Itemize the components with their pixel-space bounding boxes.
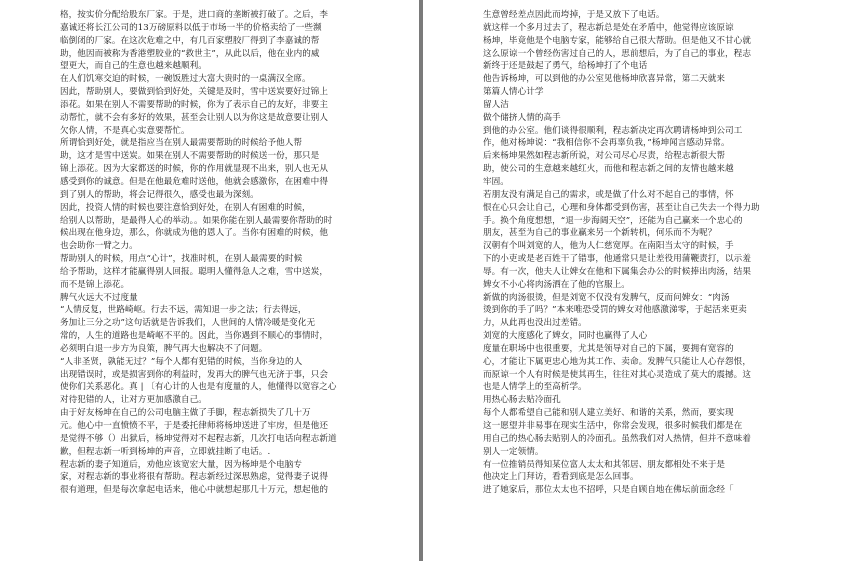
left-page-text [60,9,360,497]
text-line: 手。换个角度想想，“退一步海阔天空”，还能为自己赢来一个忠心的 [483,215,743,226]
text-line: 动帮忙，就不会有多好的效果，甚至会让别人以为你这是故意要让别人 [60,112,328,123]
text-line: 很有道理，但是每次拿起电话来，他心中就想起那几十万元，想起他的 [60,485,328,496]
text-line: 歉，但程志新一听到杨坤的声音，立即就挂断了电话。. [60,446,271,457]
text-line: 添花。如果在别人不需要帮助的时候，你为了表示自己的友好，非要主 [60,99,328,110]
text-line: 用热心肠去贴冷面孔 [483,395,561,406]
text-line: 在人们饥寒交迫的时候，一碗饭胜过大富大贵时的一桌满汉全席。 [60,74,311,85]
text-line: 下的小吏或是老百姓干了错事，他通常只是让差役用蒲鞭责打，以示羞 [483,254,751,265]
text-line: 进了她家后，那位太太也不招呼，只是自顾自地在佛坛前面念经「 [483,485,734,496]
text-line: 而原谅一个人有时候是使其再生，往往对其心灵造成了莫大的震撼。这 [483,369,751,380]
text-line: 烫到你的手了吗？”本来唯恐受罚的婢女对他感激涕零，于起活来更卖 [483,305,747,316]
text-line: 新做的肉汤很烫，但是刘宽不仅没有发脾气，反而问婢女：“肉汤 [483,292,730,303]
text-line: 辱。有一次，他夫人让婢女在他和下属集会办公的时候捧出肉汤，结果 [483,266,751,277]
text-line: 心，才能让下属更忠心地为其工作、卖命。发脾气只能让人心存怨恨， [483,356,751,367]
text-line: 度量在职场中也很重要，尤其是领导对自己的下属，要拥有宽容的 [483,343,734,354]
left-page [0,0,419,561]
text-line: 家，对程志新的事业将很有帮助。程志新经过深思熟虑，觉得妻子说得 [60,472,328,483]
text-line: 婢女不小心将肉汤洒在了他的官服上。 [483,279,630,290]
text-line: 常的，人生的道路也是崎岖不平的。因此，当你遇到不顺心的事情时， [60,331,328,342]
text-line: 欠你人情，不是真心实意要帮忙。 [60,125,190,136]
text-line: 若朋友没有满足自己的需求，或是做了什么对不起自己的事情，怀 [483,189,734,200]
text-line: 格，按实价分配给股东厂家。于是，进口商的垄断被打破了。之后，李 [60,10,328,20]
text-line: 对待犯错的人，让对方更加感激自己。 [60,395,207,406]
text-line: 就这样一个多月过去了，程志新总是处在矛盾中，他觉得应该原谅 [483,22,734,33]
text-line: “人情反复，世路崎岖。行去不远，需知退一步之法；行去得远， [60,305,307,316]
text-line: 用自己的热心肠去贴别人的冷面孔。虽然我们对人热情，但并不意味着 [483,433,751,444]
text-line: 留人洁 [483,99,509,110]
text-line: 程志新的妻子知道后，劝他应该宽宏大量，因为杨坤是个电脑专 [60,459,303,470]
text-line: 每个人都希望自己能和别人建立美好、和谐的关系，然而，要实现 [483,408,734,419]
text-line: 帮助别人的时候，用点“心计”，找准时机，在别人最需要的时候 [60,254,303,265]
text-line: 杨坤，毕竟他是个电脑专家，能够给自己很大帮助。但是他又不甘心就 [483,35,751,46]
text-line: 也是人情学上的至高析学。 [483,382,587,393]
text-line: 后来杨坤果然如程志新所说，对公司尽心尽责，给程志新很大帮 [483,151,726,162]
text-line: 所谓恰到好处，就是指应当在别人最需要帮助的时候给予他人帮 [60,138,303,149]
text-line: 助，他因而被称为香港塑胶业的“救世主”，从此以后，他在业内的威 [60,48,320,59]
text-line: 别人一定领情。 [483,446,544,457]
text-line: 感受到你的诚意。但是在他最危难时送他，他就会感激你，在困难中得 [60,176,328,187]
text-line: 牢固。 [483,176,509,187]
text-line: 望更大，而自己的生意也越来越顺利。 [60,61,207,72]
text-line: 作，他对杨坤说：“我相信你不会再辜负我，”杨坤闻言感动异常。 [483,138,730,149]
text-line: 锦上添花。因为大家都送的时候，你的作用就显现不出来，别人也无从 [60,164,328,175]
text-line: 出现错误时，或是损害到你的利益时，发再大的脾气也无济于事，只会 [60,369,328,380]
text-line: 这一愿望并非易事在现实生活中，你常会发现，很多时候我们都是在 [483,421,743,431]
text-line: 由于好友杨坤在自己的公司电脑主做了手脚，程志新损失了几十万 [60,408,311,419]
text-line: 到他的办公室。他们谈得很顺利，程志新决定再次聘请杨坤到公司工 [483,125,743,136]
text-line: 第篇人情心计学 [483,87,544,98]
text-line: 使你们关系恶化。真 | 〔有心计的人也是有度量的人，他懂得以宽容之心 [60,382,337,393]
text-line: 临倒闭的厂家。在这次危难之中，有几百家塑胶厂得到了李嘉诚的帮 [60,35,320,46]
text-line: 而不是锦上添花。 [60,279,130,290]
text-line: “人非圣贤，孰能无过？”每个人都有犯错的时候，当你身边的人 [60,356,303,367]
text-line: 是觉得不够（）出狱后，杨坤觉得对不起程志新，几次打电话向程志新道 [60,433,337,444]
text-line: 力，从此再也没出过差错。 [483,318,587,329]
text-line: 助，使公司的生意越来越红火，而他和程志新之间的友情也越来越 [483,164,734,175]
right-page [423,0,842,561]
text-line: 给予帮助，这样才能赢得别人回报。聪明人懂得急人之难，雪中送炭， [60,266,328,277]
text-line: 恨在心只会让自己，心理和身体都受到伤害，甚至让自己失去一个得力助 [483,202,760,213]
text-line: 到了别人的帮助，将会记得很久，感受也最为深刻。 [60,189,259,200]
text-line: 有一位推销员得知某位富人太太和其邻居、朋友都相处不来于是 [483,459,726,470]
text-line: 刘宽的大度感化了婢女，同时也赢得了人心 [483,331,648,342]
text-line: 新终于还是鼓起了勇气，给杨坤打了个电话 [483,61,648,72]
text-line: 嘉诚还将长江公司的13万磅原料以低于市场一半的价格卖给了一些濒 [60,22,322,33]
text-line: 必须明白退一步方为良策，脾气再大也解决不了问题。 [60,343,268,354]
text-line: 生意曾经差点因此而垮掉，于是又放下了电话。 [483,10,665,20]
text-line: 元。他心中一直愤愤不平，于是委托律师将杨坤送进了牢房，但是他还 [60,421,328,431]
text-line: 他决定上门拜访，看看到底是怎么回事。 [483,472,639,483]
text-line: 候出现在他身边，那么，你就成为他的恩人了。当你有困难的时候，他 [60,228,328,239]
text-line: 助，这才是雪中送炭。如果在别人不需要帮助的时候送一份，那只是 [60,151,320,162]
text-line: 汉朝有个叫刘宽的人，他为人仁慈宽厚。在南阳当太守的时候，手 [483,241,734,252]
text-line: 脾气火远大不过度量 [60,292,138,303]
text-line: 因此，帮助别人，要做到恰到好处，关键是及时，雪中送炭要好过锦上 [60,87,328,98]
text-line: 这么原谅一个曾经伤害过自己的人，思前想后，为了自己的事业，程志 [483,48,751,59]
text-line: 做个储挤人情的高手 [483,112,561,123]
text-line: 朋友，甚至为自己的事业赢来另一个新转机，何乐而不为呢？ [483,228,717,239]
text-line: 他告诉杨坤，可以到他的办公室见他杨坤欣喜异常，第二天就来 [483,74,726,85]
text-line: 务加让三分之功”这句话就是告诉我们，人世间的人情冷暖是变化无 [60,318,316,329]
text-line: 因此，投资人情的时候也要注意恰到好处，在别人有困难的时候， [60,202,311,213]
text-line: 给别人以帮助，是最得人心的举动。。如果你能在别人最需要你帮助的时 [60,215,333,226]
text-line: 也会助你一臂之力。 [60,241,138,252]
right-page-text [483,9,783,497]
